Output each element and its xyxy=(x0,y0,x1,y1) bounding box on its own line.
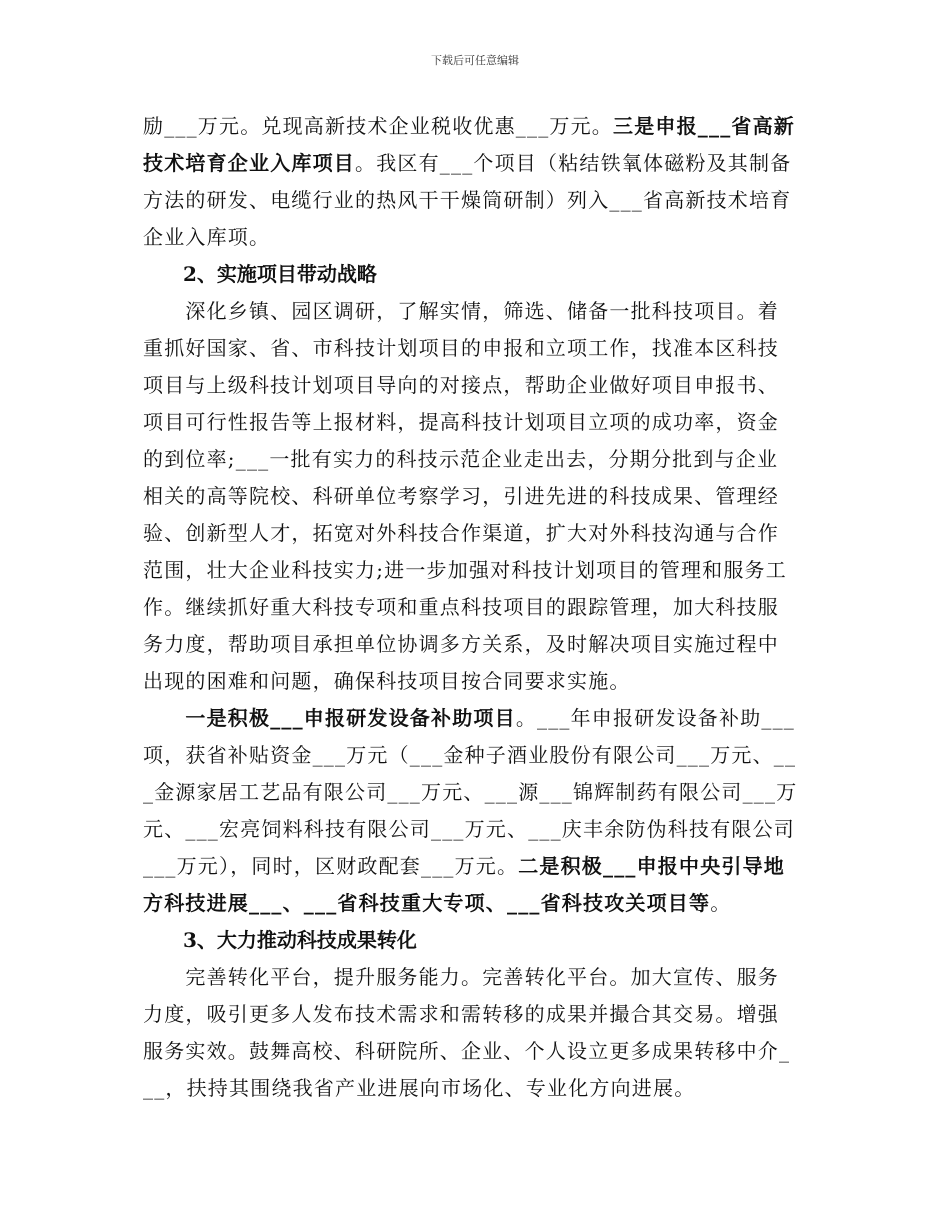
text-line xyxy=(143,330,811,367)
text-run: 出现的困难和问题，确保科技项目按合同要求实施。 xyxy=(143,669,631,693)
text-run: 作。继续抓好重大科技专项和重点科技项目的跟踪管理，加大科技服 xyxy=(143,595,779,619)
text-line xyxy=(143,441,811,478)
text-line xyxy=(143,182,811,219)
text-line xyxy=(143,145,811,182)
text-line xyxy=(143,811,811,848)
text-line xyxy=(143,1070,811,1107)
text-run: 项目与上级科技计划项目导向的对接点，帮助企业做好项目申报书、 xyxy=(143,373,779,397)
text-line xyxy=(143,478,811,515)
text-run: 一是积极___申报研发设备补助项目 xyxy=(185,706,516,730)
text-run: 企业入库项。 xyxy=(143,225,271,249)
text-run: 相关的高等院校、科研单位考察学习，引进先进的科技成果、管理经 xyxy=(143,484,779,508)
section-heading-project-strategy: 2、实施项目带动战略 xyxy=(183,262,377,286)
text-run xyxy=(143,706,185,730)
paragraph-project-strategy xyxy=(143,293,811,700)
text-run: _金源家居工艺品有限公司___万元、___源___锦辉制药有限公司___万 xyxy=(143,780,798,804)
text-run: 服务实效。鼓舞高校、科研院所、企业、个人设立更多成果转移中介_ xyxy=(143,1039,791,1063)
text-run: 重抓好国家、省、市科技计划项目的申报和立项工作，找准本区科技 xyxy=(143,336,779,360)
text-run: 三是申报___省高新 xyxy=(613,114,795,138)
text-line xyxy=(143,367,811,404)
text-run: 务力度，帮助项目承担单位协调多方关系，及时解决项目实施过程中 xyxy=(143,632,779,656)
text-run: 励___万元。兑现高新技术企业税收优惠___万元。 xyxy=(143,114,613,138)
text-run: 完善转化平台，提升服务能力。完善转化平台。加大宣传、服务 xyxy=(143,965,779,989)
text-run: 深化乡镇、园区调研，了解实情，筛选、储备一批科技项目。着 xyxy=(143,299,779,323)
paragraph-achievement-transfer xyxy=(143,959,811,1107)
text-line xyxy=(143,552,811,589)
text-line xyxy=(143,293,811,330)
text-run: 技术培育企业入库项目 xyxy=(143,151,355,175)
text-run: 验、创新型人才，拓宽对外科技合作渠道，扩大对外科技沟通与合作 xyxy=(143,521,779,545)
document-body xyxy=(143,108,811,1107)
text-line xyxy=(143,700,811,737)
text-line xyxy=(143,1033,811,1070)
text-run: 方法的研发、电缆行业的热风干干燥筒研制）列入___省高新技术培育 xyxy=(143,188,792,212)
text-line xyxy=(143,737,811,774)
text-line xyxy=(143,885,811,922)
text-run: 。我区有___个项目（粘结铁氧体磁粉及其制备 xyxy=(355,151,792,175)
text-line xyxy=(143,626,811,663)
text-line xyxy=(143,219,811,256)
paragraph-rd-equipment xyxy=(143,700,811,922)
text-line xyxy=(143,589,811,626)
text-run: 范围，壮大企业科技实力;进一步加强对科技计划项目的管理和服务工 xyxy=(143,558,787,582)
text-line xyxy=(143,996,811,1033)
text-line xyxy=(143,663,811,700)
text-run: 项，获省补贴资金___万元（___金种子酒业股份有限公司___万元、__ xyxy=(143,743,797,767)
section-heading-achievement-transfer: 3、大力推动科技成果转化 xyxy=(183,928,417,952)
text-line xyxy=(143,959,811,996)
paragraph-tech-enterprise xyxy=(143,108,811,256)
text-line xyxy=(143,515,811,552)
text-run: 的到位率;___一批有实力的科技示范企业走出去，分期分批到与企业 xyxy=(143,447,779,471)
text-run: 二是积极___申报中央引导地 xyxy=(518,854,786,878)
text-run: 力度，吸引更多人发布技术需求和需转移的成果并撮合其交易。增强 xyxy=(143,1002,779,1026)
page-header: 下载后可任意编辑 xyxy=(431,54,519,67)
text-run: 。___年申报研发设备补助___ xyxy=(515,706,796,730)
text-line xyxy=(143,848,811,885)
text-run: 元、___宏亮饲料科技有限公司___万元、___庆丰余防伪科技有限公司 xyxy=(143,817,795,841)
text-run: 。 xyxy=(710,891,732,915)
text-line xyxy=(143,404,811,441)
text-run: 项目可行性报告等上报材料，提高科技计划项目立项的成功率，资金 xyxy=(143,410,779,434)
text-run: ___万元），同时，区财政配套___万元。 xyxy=(143,854,519,878)
text-run: __，扶持其围绕我省产业进展向市场化、专业化方向进展。 xyxy=(143,1076,696,1100)
text-line xyxy=(143,774,811,811)
text-line xyxy=(143,108,811,145)
text-run: 方科技进展___、___省科技重大专项、___省科技攻关项目等 xyxy=(143,891,711,915)
